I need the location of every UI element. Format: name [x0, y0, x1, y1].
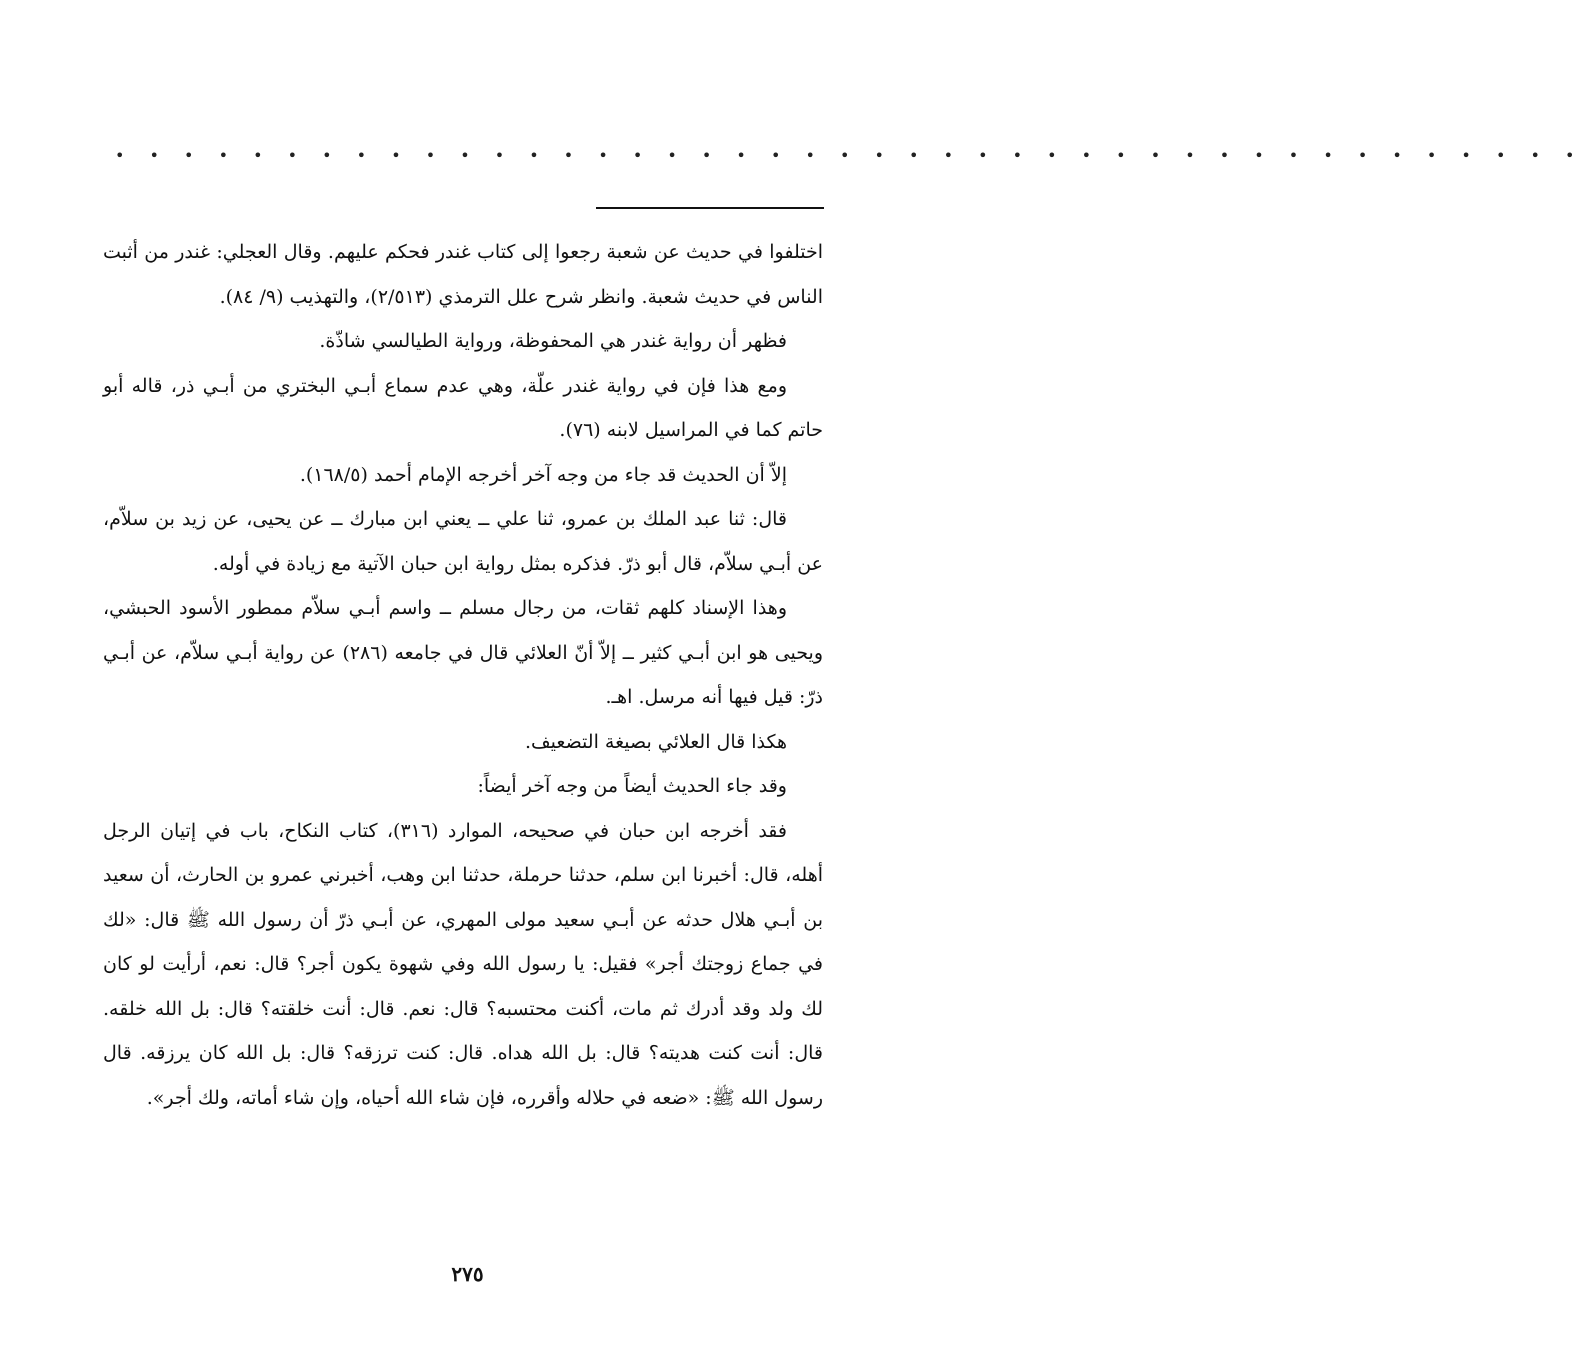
paragraph-4: إلاّ أن الحديث قد جاء من وجه آخر أخرجه الإمام أحمد (١٦٨/٥).	[299, 463, 787, 486]
dotted-separator: • • • • • • • • • • • • • • • • • • • • • • • • • • • • • • • • • • • • • • • • • • •	[115, 146, 1584, 165]
paragraph-8: وقد جاء الحديث أيضاً من وجه آخر أيضاً:	[477, 775, 787, 797]
paragraph-3: ومع هذا فإن في رواية غندر علّة، وهي عدم سماع أبـي البختري من أبـي ذر، قاله أبو حاتم كما في المراسيل لابنه (٧٦).	[103, 374, 823, 441]
footnote-rule	[596, 207, 824, 209]
paragraph-1: اختلفوا في حديث عن شعبة رجعوا إلى كتاب غندر فحكم عليهم. وقال العجلي: غندر من أثبت الناس في حديث شعبة. وانظر شرح علل الترمذي (٢/٥١٣)، والتهذيب (٩/ ٨٤).	[103, 241, 823, 308]
paragraph-6: وهذا الإسناد كلهم ثقات، من رجال مسلم ــ واسم أبـي سلاّم ممطور الأسود الحبشي، ويحيى هو ابن أبـي كثير ــ إلاّ أنّ العلائي قال في جامعه (٢٨٦) عن رواية أبـي سلاّم، عن أبـي ذرّ: قيل فيها أنه مرسل. اهـ.	[103, 597, 823, 708]
paragraph-5: قال: ثنا عبد الملك بن عمرو، ثنا علي ــ يعني ابن مبارك ــ عن يحيى، عن زيد بن سلاّم، عن أبـي سلاّم، قال أبو ذرّ. فذكره بمثل رواية ابن حبان الآتية مع زيادة في أوله.	[103, 508, 823, 575]
paragraph-9: فقد أخرجه ابن حبان في صحيحه، الموارد (٣١٦)، كتاب النكاح، باب في إتيان الرجل أهله، قال: أخبرنا ابن سلم، حدثنا حرملة، حدثنا ابن وهب، أخبرني عمرو بن الحارث، أن سعيد بن أبـي هلال حدثه عن أبـي سعيد مولى المهري، عن أبـي ذرّ أن رسول الله ﷺ قال: «لك في جماع زوجتك أجر» فقيل: يا رسول الله وفي شهوة يكون أجر؟ قال: نعم، أرأيت لو كان لك ولد وقد أدرك ثم مات، أكنت محتسبه؟ قال: نعم. قال: أنت خلقته؟ قال: بل الله خلقه. قال: أنت كنت هديته؟ قال: بل الله هداه. قال: كنت ترزقه؟ قال: بل الله كان يرزقه. قال رسول الله ﷺ: «ضعه في حلاله وأقرره، فإن شاء الله أحياه، وإن شاء أماته، ولك أجر».	[103, 819, 823, 1109]
page-number: ٢٧٥	[451, 1262, 484, 1286]
paragraph-7: هكذا قال العلائي بصيغة التضعيف.	[524, 730, 787, 753]
footnote-body	[103, 230, 823, 1120]
paragraph-2: فظهر أن رواية غندر هي المحفوظة، ورواية الطيالسي شاذّة.	[319, 330, 787, 352]
